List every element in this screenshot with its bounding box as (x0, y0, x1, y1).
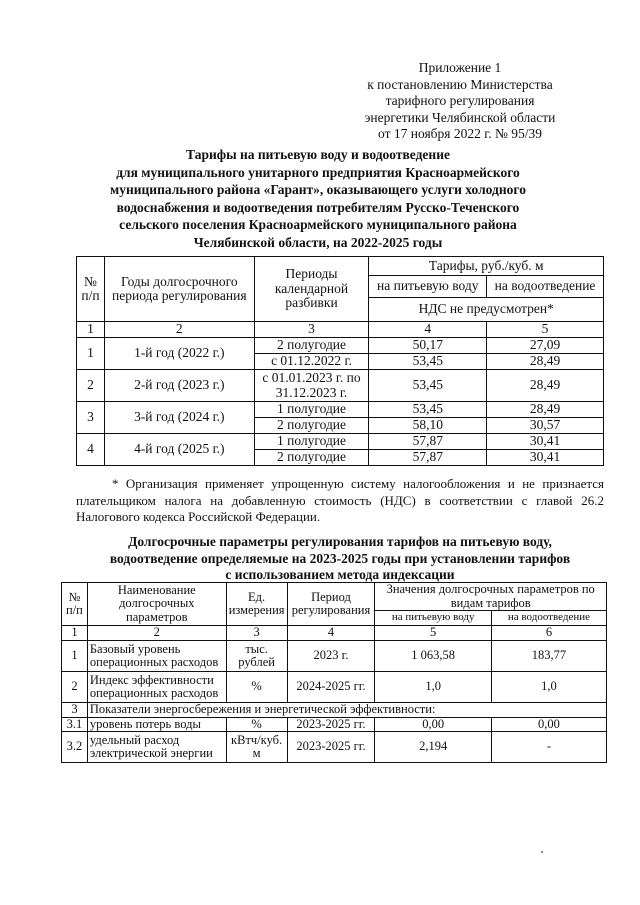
title-line: муниципального района «Гарант», оказывающего услуги холодного (110, 182, 526, 197)
header-num: № п/п (77, 257, 105, 322)
scan-speck (541, 851, 543, 853)
column-index: 3 (254, 322, 369, 338)
row-sewer: 30,41 (487, 450, 604, 466)
row-water: 58,10 (369, 418, 487, 434)
row-name: уровень потерь воды (87, 717, 226, 732)
column-index: 6 (491, 626, 606, 641)
row-num: 2 (77, 370, 105, 402)
row-water: 57,87 (369, 434, 487, 450)
title-line: Долгосрочные параметры регулирования тарифов на питьевую воду, (128, 534, 552, 549)
row-unit: % (226, 672, 287, 703)
row-period: 2023-2025 гг. (287, 717, 375, 732)
row-period: 2023-2025 гг. (287, 732, 375, 763)
header-water: на питьевую воду (369, 276, 487, 298)
vat-footnote: * Организация применяет упрощенную систему налогообложения и не признается плательщиком налога на добавленную стоимость (НДС) в соответствии с главой 26.2 Налогового кодекса Российской Федерации. (76, 476, 604, 524)
title-line: с использованием метода индексации (225, 567, 455, 582)
header-name: Наименование долгосрочных параметров (87, 583, 226, 626)
table-row (62, 717, 607, 732)
row-year: 3-й год (2024 г.) (104, 402, 254, 434)
row-sewer: 30,41 (487, 434, 604, 450)
header-values: Значения долгосрочных параметров по видам тарифов (375, 583, 607, 611)
row-num: 3.2 (62, 732, 88, 763)
row-year: 1-й год (2022 г.) (104, 338, 254, 370)
header-num: № п/п (62, 583, 88, 626)
tariffs-table (76, 256, 604, 466)
parameters-title (76, 534, 604, 584)
column-index: 4 (287, 626, 375, 641)
row-water: 1,0 (375, 672, 491, 703)
parameters-table (61, 582, 607, 763)
header-period: Период регулирования (287, 583, 375, 626)
row-water: 50,17 (369, 338, 487, 354)
row-num: 1 (77, 338, 105, 370)
title-line: Челябинской области, на 2022-2025 годы (193, 234, 443, 250)
row-period: 2 полугодие (254, 338, 369, 354)
appendix-line: к постановлению Министерства (367, 76, 553, 92)
column-index: 2 (104, 322, 254, 338)
title-line: Тарифы на питьевую воду и водоотведение (186, 147, 450, 162)
row-year: 4-й год (2025 г.) (104, 434, 254, 466)
column-index: 4 (369, 322, 487, 338)
header-years: Годы долгосрочного периода регулирования (104, 257, 254, 322)
table-row (62, 732, 607, 763)
row-name: Индекс эффективности операционных расходов (87, 672, 226, 703)
row-sewer: - (491, 732, 606, 763)
table-row (77, 338, 604, 354)
row-name: удельный расход электрической энергии (87, 732, 226, 763)
row-unit: % (226, 717, 287, 732)
row-water: 53,45 (369, 402, 487, 418)
row-period: 2024-2025 гг. (287, 672, 375, 703)
row-sewer: 183,77 (491, 641, 606, 672)
row-water: 2,194 (375, 732, 491, 763)
row-num: 3.1 (62, 717, 88, 732)
header-unit: Ед. измерения (226, 583, 287, 626)
column-index: 1 (62, 626, 88, 641)
row-num: 4 (77, 434, 105, 466)
row-period: с 01.12.2022 г. (254, 354, 369, 370)
row-num: 2 (62, 672, 88, 703)
row-sewer: 28,49 (487, 354, 604, 370)
section-heading: Показатели энергосбережения и энергетической эффективности: (87, 703, 606, 718)
title-line: сельского поселения Красноармейского муниципального района (119, 217, 517, 232)
row-sewer: 27,09 (487, 338, 604, 354)
appendix-header (330, 60, 590, 143)
appendix-line: энергетики Челябинской области (364, 109, 556, 125)
row-water: 0,00 (375, 717, 491, 732)
column-index: 3 (226, 626, 287, 641)
column-index: 5 (375, 626, 491, 641)
row-num: 3 (62, 703, 88, 718)
table-row (77, 434, 604, 450)
header-periods: Периоды календарной разбивки (254, 257, 369, 322)
row-sewer: 28,49 (487, 402, 604, 418)
column-index: 5 (487, 322, 604, 338)
row-sewer: 28,49 (487, 370, 604, 402)
row-period: 2023 г. (287, 641, 375, 672)
row-year: 2-й год (2023 г.) (104, 370, 254, 402)
header-sewer: на водоотведение (491, 611, 606, 626)
row-num: 1 (62, 641, 88, 672)
table-row (62, 672, 607, 703)
column-index: 1 (77, 322, 105, 338)
appendix-line: тарифного регулирования (385, 93, 535, 108)
row-water: 1 063,58 (375, 641, 491, 672)
table-row (62, 641, 607, 672)
row-water: 57,87 (369, 450, 487, 466)
header-water: на питьевую воду (375, 611, 491, 626)
row-sewer: 0,00 (491, 717, 606, 732)
row-period: с 01.01.2023 г. по 31.12.2023 г. (254, 370, 369, 402)
row-unit: тыс. рублей (226, 641, 287, 672)
row-sewer: 30,57 (487, 418, 604, 434)
title-line: для муниципального унитарного предприятия Красноармейского (116, 164, 520, 180)
row-water: 53,45 (369, 354, 487, 370)
row-sewer: 1,0 (491, 672, 606, 703)
tariffs-title (78, 146, 558, 251)
row-period: 1 полугодие (254, 434, 369, 450)
table-row (77, 402, 604, 418)
table-row (62, 703, 607, 718)
title-line: водоотведение определяемые на 2023-2025 годы при установлении тарифов (109, 550, 571, 566)
row-name: Базовый уровень операционных расходов (87, 641, 226, 672)
row-period: 1 полугодие (254, 402, 369, 418)
header-sewer: на водоотведение (487, 276, 604, 298)
column-index: 2 (87, 626, 226, 641)
header-vat: НДС не предусмотрен* (369, 298, 604, 322)
title-line: водоснабжения и водоотведения потребителям Русско-Теченского (116, 199, 520, 215)
row-period: 2 полугодие (254, 418, 369, 434)
row-period: 2 полугодие (254, 450, 369, 466)
row-unit: кВтч/куб. м (226, 732, 287, 763)
row-water: 53,45 (369, 370, 487, 402)
table-row (77, 370, 604, 402)
appendix-line: от 17 ноября 2022 г. № 95/39 (378, 126, 542, 141)
header-tariffs: Тарифы, руб./куб. м (369, 257, 604, 276)
row-num: 3 (77, 402, 105, 434)
appendix-line: Приложение 1 (418, 60, 502, 75)
